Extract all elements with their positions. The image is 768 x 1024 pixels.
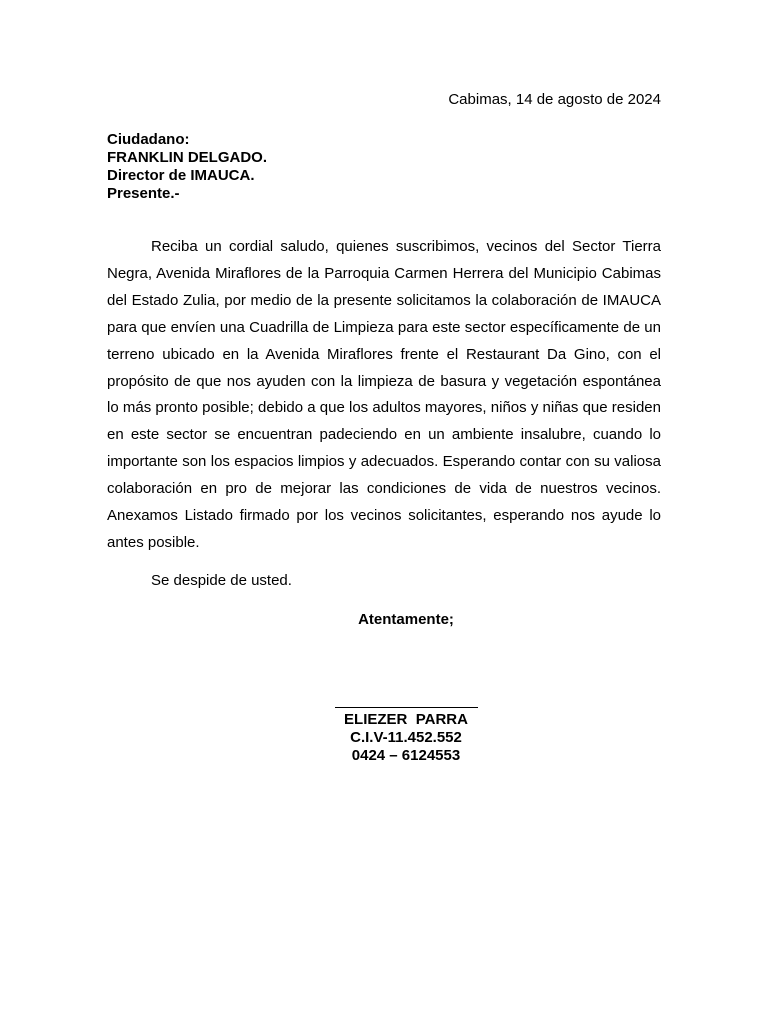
- closing-line: Se despide de usted.: [151, 572, 292, 589]
- signature-block: [256, 692, 556, 765]
- recipient-position: Director de IMAUCA.: [107, 167, 255, 184]
- recipient-name: FRANKLIN DELGADO.: [107, 149, 267, 166]
- signer-phone: 0424 – 6124553: [351, 747, 461, 764]
- regards-line: Atentamente;: [358, 611, 454, 628]
- recipient-salutation: Ciudadano:: [107, 131, 190, 148]
- recipient-presente: Presente.-: [107, 185, 180, 202]
- signature-rule: [335, 707, 478, 708]
- date-line: Cabimas, 14 de agosto de 2024: [448, 91, 661, 108]
- signer-name: ELIEZER PARRA: [344, 711, 468, 728]
- signer-id: C.I.V-11.452.552: [350, 729, 462, 746]
- letter-body: Reciba un cordial saludo, quienes suscribimos, vecinos del Sector Tierra Negra, Avenida Miraflores de la Parroquia Carmen Herrera del Municipio Cabimas del Estado Zulia, por medio de la presente solicitamos la colaboración de IMAUCA para que envíen una Cuadrilla de Limpieza para este sector específicamente de un terreno ubicado en la Avenida Miraflores frente el Restaurant Da Gino, con el propósito de que nos ayuden con la limpieza de basura y vegetación espontánea lo más pronto posible; debido a que los adultos mayores, niños y niñas que residen en este sector se encuentran padeciendo en un ambiente insalubre, cuando lo importante son los espacios limpios y adecuados. Esperando contar con su valiosa colaboración en pro de mejorar las condiciones de vida de nuestros vecinos. Anexamos Listado firmado por los vecinos solicitantes, esperando nos ayude lo antes posible.: [107, 238, 661, 551]
- recipient-block: [107, 131, 267, 203]
